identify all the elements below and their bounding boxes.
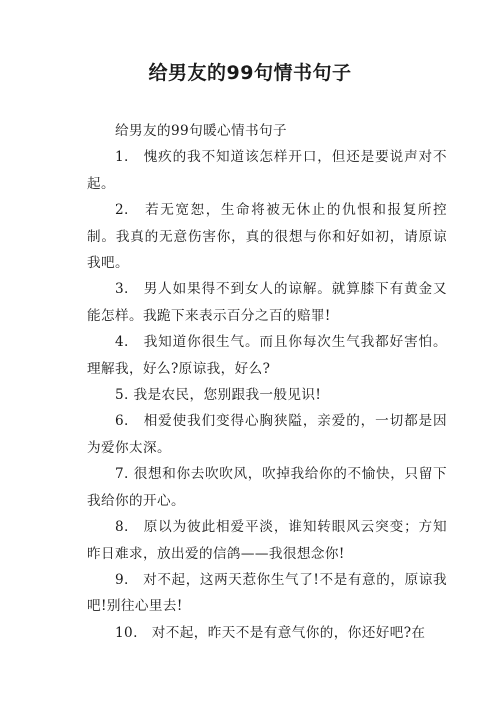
document-title: 给男友的99句情书句子 (148, 62, 352, 84)
paragraph-7: 7. 很想和你去吹吹风，吹掉我给你的不愉快，只留下我给你的开心。 (87, 466, 447, 509)
paragraph-8: 8. 原以为彼此相爱平淡，谁知转眼风云突变；方知昨日难求，放出爱的信鸽——我很想念你! (87, 519, 447, 562)
paragraph-1: 1. 愧疚的我不知道该怎样开口，但还是要说声对不起。 (87, 149, 447, 192)
paragraph-5: 5. 我是农民，您别跟我一般见识! (115, 387, 322, 404)
paragraph-6: 6. 相爱使我们变得心胸狭隘，亲爱的，一切都是因为爱你太深。 (87, 413, 447, 456)
paragraph-10: 10. 对不起，昨天不是有意气你的，你还好吧?在 (115, 624, 426, 641)
paragraph-4: 4. 我知道你很生气。而且你每次生气我都好害怕。理解我，好么?原谅我，好么? (87, 334, 447, 377)
document-body (87, 118, 447, 646)
subtitle-paragraph: 给男友的99句暖心情书句子 (115, 123, 288, 139)
paragraph-9: 9. 对不起，这两天惹你生气了!不是有意的，原谅我吧!别往心里去! (87, 571, 447, 615)
paragraph-3: 3. 男人如果得不到女人的谅解。就算膝下有黄金又能怎样。我跪下来表示百分之百的赔罪! (87, 281, 447, 324)
paragraph-2: 2. 若无宽恕，生命将被无休止的仇恨和报复所控制。我真的无意伤害你，真的很想与你和好如初，请原谅我吧。 (87, 202, 447, 272)
